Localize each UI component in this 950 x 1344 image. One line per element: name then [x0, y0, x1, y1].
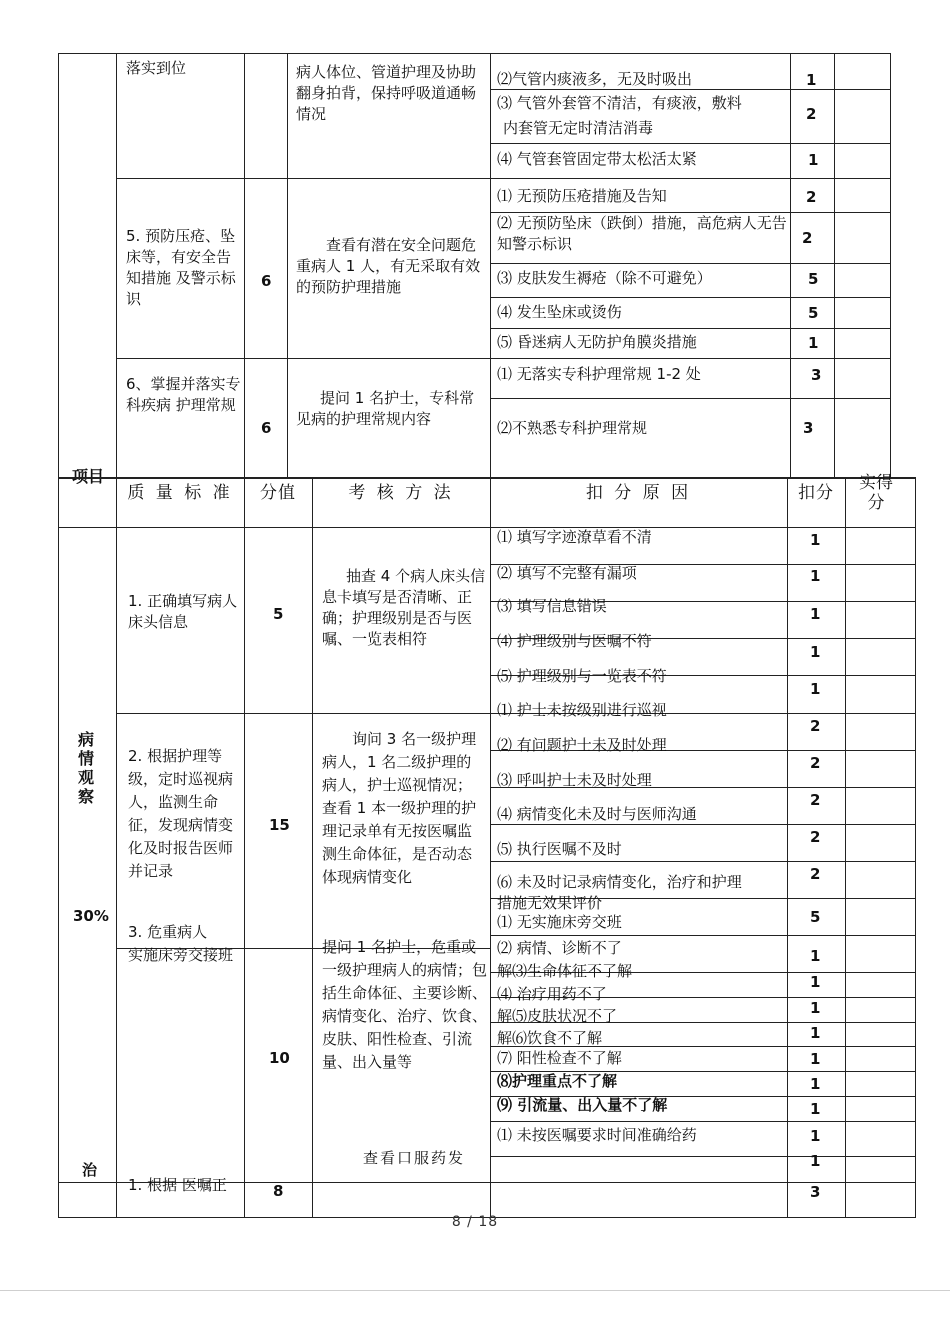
deduction-value: 2	[810, 791, 821, 809]
deduction-value: 1	[810, 567, 821, 585]
deduction-value: 3	[803, 419, 814, 437]
standard-text: 5. 预防压疮、坠床等，有安全告知措施 及警示标识	[126, 227, 236, 308]
reason-text: ⑻护理重点不了解	[497, 1072, 618, 1090]
reason-text: ⑴ 未按医嘱要求时间准确给药	[497, 1126, 697, 1144]
reason-text: ⑸ 执行医嘱不及时	[497, 840, 622, 858]
method-text: 抽查 4 个病人床头信息卡填写是否清晰、正确；护理级别是否与医嘱、一览表相符	[322, 567, 486, 648]
standard-text: 3. 危重病人	[128, 923, 208, 941]
category-next-name: 治	[82, 1161, 98, 1179]
score-value: 8	[273, 1182, 284, 1200]
score-value: 15	[269, 816, 290, 834]
deduction-value: 2	[806, 105, 817, 123]
reason-text: ⑴ 填写字迹潦草看不清	[497, 528, 652, 546]
reason-text: ⑴ 无落实专科护理常规 1-2 处	[497, 365, 701, 383]
deduction-value: 1	[810, 973, 821, 991]
header-reason: 扣 分 原 因	[585, 483, 692, 503]
standard-text: 1. 根据 医嘱正	[128, 1176, 227, 1194]
reason-text: ⑷ 气管套管固定带太松活太紧	[497, 150, 697, 168]
reason-text: ⑵ 无预防坠床（跌倒）措施，高危病人无告知警示标识	[497, 214, 787, 253]
page-number: 8 / 18	[451, 1214, 499, 1230]
deduction-value: 5	[810, 908, 821, 926]
reason-text: ⑴ 无实施床旁交班	[497, 913, 622, 931]
deduction-value: 1	[810, 1100, 821, 1118]
deduction-value: 2	[810, 865, 821, 883]
deduction-value: 1	[810, 531, 821, 549]
deduction-value: 1	[810, 1075, 821, 1093]
reason-text: ⑸ 护理级别与一览表不符	[497, 667, 667, 685]
deduction-value: 2	[806, 188, 817, 206]
reason-text: ⑷ 病情变化未及时与医师沟通	[497, 805, 697, 823]
header-method: 考 核 方 法	[348, 483, 454, 503]
reason-text: ⑷ 护理级别与医嘱不符	[497, 632, 652, 650]
category-name: 病情观察	[77, 730, 94, 806]
score-value: 6	[261, 419, 272, 437]
deduction-value: 1	[810, 605, 821, 623]
deduction-value: 1	[806, 71, 817, 89]
deduction-value: 1	[810, 643, 821, 661]
reason-text: 解⑶生命体征不了解	[497, 962, 633, 980]
deduction-value: 1	[810, 1152, 821, 1170]
deduction-value: 1	[810, 999, 821, 1017]
reason-text: ⑵ 填写不完整有漏项	[497, 564, 637, 582]
reason-text: ⑼ 引流量、出入量不了解	[497, 1096, 668, 1114]
page-bottom-divider	[0, 1290, 950, 1291]
header-deduct: 扣分	[798, 483, 834, 503]
method-text: 提问 1 名护士，专科常见病的护理常规内容	[296, 389, 475, 428]
standard-text: 实施床旁交接班	[128, 946, 234, 964]
standard-text: 落实到位	[126, 59, 187, 77]
method-text: 查看有潜在安全问题危重病人 1 人，有无采取有效的预防护理措施	[296, 236, 481, 296]
reason-text: 解⑹饮食不了解	[497, 1029, 603, 1047]
reason-text: ⑷ 发生坠床或烫伤	[497, 303, 622, 321]
reason-text: ⑶ 皮肤发生褥疮（除不可避免）	[497, 269, 712, 287]
reason-text: ⑹ 未及时记录病情变化，治疗和护理	[497, 873, 742, 891]
reason-text: 内套管无定时清洁消毒	[503, 119, 654, 137]
reason-text: 措施无效果评价	[497, 894, 603, 912]
standard-text: 1. 正确填写病人床头信息	[128, 592, 238, 631]
reason-text: ⑵气管内痰液多，无及时吸出	[497, 70, 693, 88]
deduction-value: 1	[810, 1127, 821, 1145]
method-text: 查看口服药发	[363, 1149, 466, 1167]
score-value: 6	[261, 272, 272, 290]
deduction-value: 3	[810, 1183, 821, 1201]
deduction-value: 1	[810, 680, 821, 698]
deduction-value: 3	[811, 366, 822, 384]
method-text: 病人体位、管道护理及协助翻身拍背，保持呼吸道通畅情况	[296, 63, 477, 123]
deduction-value: 1	[810, 1050, 821, 1068]
deduction-value: 1	[810, 947, 821, 965]
standard-text: 6、掌握并落实专科疾病 护理常规	[126, 375, 241, 414]
deduction-value: 2	[810, 828, 821, 846]
reason-text: ⑶ 呼叫护士未及时处理	[497, 771, 652, 789]
deduction-value: 5	[808, 304, 819, 322]
reason-text: ⑵ 有问题护士未及时处理	[497, 736, 667, 754]
reason-text: ⑴ 护士未按级别进行巡视	[497, 701, 667, 719]
reason-text: 解⑸皮肤状况不了	[497, 1007, 618, 1025]
deduction-value: 2	[810, 717, 821, 735]
score-value: 10	[269, 1049, 290, 1067]
reason-text: ⑵不熟悉专科护理常规	[497, 419, 648, 437]
deduction-value: 1	[808, 334, 819, 352]
method-text: 提问 1 名护士，危重或一级护理病人的病情；包括生命体征、主要诊断、病情变化、治疗、饮食、皮肤、阳性检查、引流量、出入量等	[322, 938, 488, 1071]
deduction-value: 2	[810, 754, 821, 772]
reason-text: ⑺ 阳性检查不了解	[497, 1049, 622, 1067]
reason-text: ⑴ 无预防压疮措施及告知	[497, 187, 667, 205]
reason-text: ⑶ 气管外套管不清洁，有痰液，敷料	[497, 94, 742, 112]
deduction-value: 5	[808, 270, 819, 288]
method-text: 询问 3 名一级护理病人，1 名二级护理的病人，护士巡视情况；查看 1 本一级护理的护理记录单有无按医嘱监测生命体征，是否动态体现病情变化	[322, 730, 477, 886]
reason-text: ⑵ 病情、诊断不了	[497, 939, 622, 957]
reason-text: ⑶ 填写信息错误	[497, 597, 607, 615]
header-actual: 实得分	[859, 473, 893, 513]
header-standard: 质 量 标 准	[127, 483, 233, 503]
reason-text: ⑷ 治疗用药不了	[497, 985, 607, 1003]
deduction-value: 1	[810, 1024, 821, 1042]
deduction-value: 1	[808, 151, 819, 169]
score-value: 5	[273, 605, 284, 623]
category-percent: 30%	[73, 907, 109, 925]
standard-text: 2. 根据护理等级，定时巡视病人，监测生命征，发现病情变化及时报告医师并记录	[128, 747, 234, 880]
header-score: 分值	[260, 483, 296, 503]
deduction-value: 2	[802, 229, 813, 247]
reason-text: ⑸ 昏迷病人无防护角膜炎措施	[497, 333, 697, 351]
